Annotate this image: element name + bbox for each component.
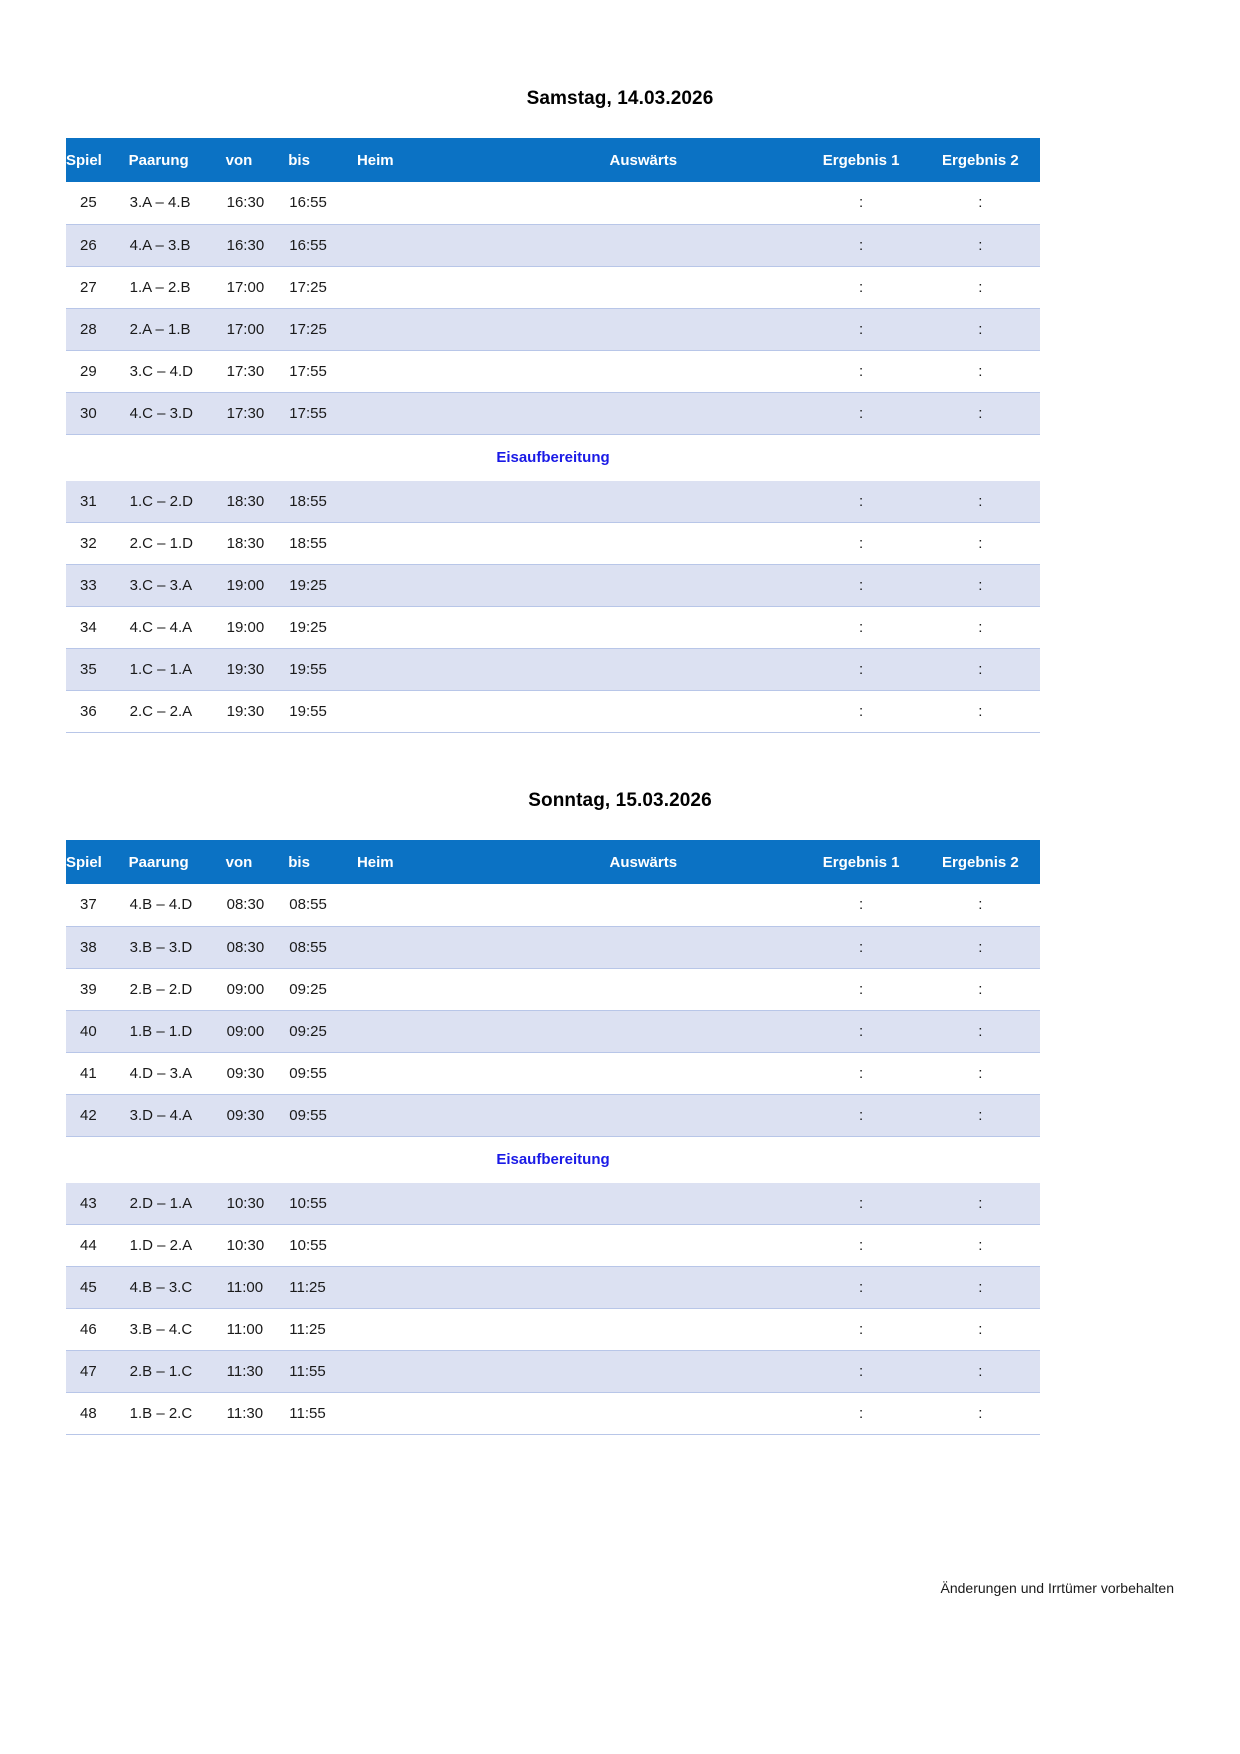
cell-bis: 19:25 bbox=[288, 607, 357, 649]
table-row bbox=[66, 926, 1040, 968]
cell-ergebnis-1[interactable]: : bbox=[802, 224, 921, 266]
cell-paarung: 4.C – 3.D bbox=[129, 392, 226, 434]
cell-bis: 08:55 bbox=[288, 926, 357, 968]
cell-heim bbox=[357, 224, 610, 266]
table-header-row bbox=[66, 138, 1040, 182]
table-row bbox=[66, 1309, 1040, 1351]
cell-heim bbox=[357, 1267, 610, 1309]
cell-ergebnis-2[interactable]: : bbox=[921, 1267, 1040, 1309]
cell-spiel: 26 bbox=[66, 224, 129, 266]
cell-spiel: 34 bbox=[66, 607, 129, 649]
cell-ergebnis-2[interactable]: : bbox=[921, 308, 1040, 350]
cell-auswaerts bbox=[610, 1183, 802, 1225]
cell-ergebnis-1[interactable]: : bbox=[802, 691, 921, 733]
column-header-ergebnis-1: Ergebnis 1 bbox=[802, 138, 921, 182]
cell-ergebnis-1[interactable]: : bbox=[802, 649, 921, 691]
cell-heim bbox=[357, 565, 610, 607]
cell-paarung: 3.B – 3.D bbox=[129, 926, 226, 968]
cell-heim bbox=[357, 968, 610, 1010]
cell-ergebnis-1[interactable]: : bbox=[802, 392, 921, 434]
table-body-sunday bbox=[66, 884, 1040, 1435]
column-header-ergebnis-2: Ergebnis 2 bbox=[921, 840, 1040, 884]
cell-heim bbox=[357, 1309, 610, 1351]
cell-ergebnis-2[interactable]: : bbox=[921, 392, 1040, 434]
cell-paarung: 4.B – 3.C bbox=[129, 1267, 226, 1309]
cell-auswaerts bbox=[610, 691, 802, 733]
cell-heim bbox=[357, 392, 610, 434]
cell-auswaerts bbox=[610, 182, 802, 224]
cell-paarung: 2.C – 2.A bbox=[129, 691, 226, 733]
cell-paarung: 4.A – 3.B bbox=[129, 224, 226, 266]
cell-ergebnis-2[interactable]: : bbox=[921, 1094, 1040, 1136]
cell-auswaerts bbox=[610, 607, 802, 649]
cell-ergebnis-1[interactable]: : bbox=[802, 884, 921, 926]
cell-ergebnis-1[interactable]: : bbox=[802, 523, 921, 565]
cell-ergebnis-1[interactable]: : bbox=[802, 1052, 921, 1094]
resurfacing-break-row bbox=[66, 1136, 1040, 1183]
cell-von: 16:30 bbox=[226, 224, 289, 266]
cell-auswaerts bbox=[610, 523, 802, 565]
cell-paarung: 2.D – 1.A bbox=[129, 1183, 226, 1225]
cell-ergebnis-2[interactable]: : bbox=[921, 1309, 1040, 1351]
cell-ergebnis-1[interactable]: : bbox=[802, 1094, 921, 1136]
cell-von: 11:30 bbox=[226, 1351, 289, 1393]
disclaimer-note: Änderungen und Irrtümer vorbehalten bbox=[940, 1580, 1174, 1596]
cell-heim bbox=[357, 607, 610, 649]
table-row bbox=[66, 481, 1040, 523]
cell-von: 09:30 bbox=[226, 1094, 289, 1136]
cell-bis: 19:55 bbox=[288, 649, 357, 691]
cell-ergebnis-2[interactable]: : bbox=[921, 1225, 1040, 1267]
cell-bis: 18:55 bbox=[288, 481, 357, 523]
cell-paarung: 2.B – 1.C bbox=[129, 1351, 226, 1393]
cell-bis: 11:55 bbox=[288, 1393, 357, 1435]
column-header-paarung: Paarung bbox=[129, 138, 226, 182]
cell-paarung: 4.C – 4.A bbox=[129, 607, 226, 649]
cell-auswaerts bbox=[610, 1393, 802, 1435]
column-header-ergebnis-1: Ergebnis 1 bbox=[802, 840, 921, 884]
cell-heim bbox=[357, 884, 610, 926]
cell-bis: 19:55 bbox=[288, 691, 357, 733]
cell-bis: 19:25 bbox=[288, 565, 357, 607]
cell-ergebnis-1[interactable]: : bbox=[802, 1183, 921, 1225]
cell-paarung: 1.A – 2.B bbox=[129, 266, 226, 308]
table-row bbox=[66, 968, 1040, 1010]
cell-spiel: 43 bbox=[66, 1183, 129, 1225]
cell-bis: 17:25 bbox=[288, 266, 357, 308]
cell-paarung: 3.D – 4.A bbox=[129, 1094, 226, 1136]
cell-auswaerts bbox=[610, 308, 802, 350]
table-row bbox=[66, 691, 1040, 733]
column-header-auswaerts: Auswärts bbox=[610, 138, 802, 182]
cell-von: 19:00 bbox=[226, 565, 289, 607]
column-header-spiel: Spiel bbox=[66, 840, 129, 884]
cell-auswaerts bbox=[610, 884, 802, 926]
table-row bbox=[66, 1393, 1040, 1435]
cell-ergebnis-2[interactable]: : bbox=[921, 182, 1040, 224]
cell-bis: 17:25 bbox=[288, 308, 357, 350]
cell-auswaerts bbox=[610, 350, 802, 392]
cell-von: 11:30 bbox=[226, 1393, 289, 1435]
cell-paarung: 1.C – 2.D bbox=[129, 481, 226, 523]
cell-ergebnis-1[interactable]: : bbox=[802, 266, 921, 308]
cell-bis: 16:55 bbox=[288, 182, 357, 224]
cell-von: 08:30 bbox=[226, 926, 289, 968]
table-body-saturday bbox=[66, 182, 1040, 733]
page-title-saturday: Samstag, 14.03.2026 bbox=[526, 88, 714, 109]
cell-ergebnis-2[interactable]: : bbox=[921, 926, 1040, 968]
cell-von: 17:30 bbox=[226, 392, 289, 434]
cell-ergebnis-1[interactable]: : bbox=[802, 1351, 921, 1393]
column-header-heim: Heim bbox=[357, 138, 610, 182]
cell-auswaerts bbox=[610, 1267, 802, 1309]
cell-von: 16:30 bbox=[226, 182, 289, 224]
cell-paarung: 4.B – 4.D bbox=[129, 884, 226, 926]
cell-ergebnis-2[interactable]: : bbox=[921, 1010, 1040, 1052]
cell-ergebnis-2[interactable]: : bbox=[921, 266, 1040, 308]
cell-paarung: 1.D – 2.A bbox=[129, 1225, 226, 1267]
cell-spiel: 35 bbox=[66, 649, 129, 691]
cell-heim bbox=[357, 481, 610, 523]
cell-ergebnis-2[interactable]: : bbox=[921, 481, 1040, 523]
cell-bis: 11:25 bbox=[288, 1267, 357, 1309]
cell-von: 17:00 bbox=[226, 266, 289, 308]
table-row bbox=[66, 224, 1040, 266]
cell-spiel: 29 bbox=[66, 350, 129, 392]
cell-paarung: 1.B – 1.D bbox=[129, 1010, 226, 1052]
cell-ergebnis-1[interactable]: : bbox=[802, 1225, 921, 1267]
table-row bbox=[66, 308, 1040, 350]
cell-heim bbox=[357, 1094, 610, 1136]
cell-auswaerts bbox=[610, 926, 802, 968]
table-row bbox=[66, 565, 1040, 607]
table-row bbox=[66, 392, 1040, 434]
cell-bis: 09:25 bbox=[288, 968, 357, 1010]
cell-auswaerts bbox=[610, 1309, 802, 1351]
resurfacing-label: Eisaufbereitung bbox=[66, 1136, 1040, 1183]
column-header-paarung: Paarung bbox=[129, 840, 226, 884]
column-header-bis: bis bbox=[288, 138, 357, 182]
cell-spiel: 28 bbox=[66, 308, 129, 350]
cell-ergebnis-1[interactable]: : bbox=[802, 1267, 921, 1309]
cell-bis: 11:25 bbox=[288, 1309, 357, 1351]
cell-auswaerts bbox=[610, 1094, 802, 1136]
cell-bis: 17:55 bbox=[288, 392, 357, 434]
cell-spiel: 42 bbox=[66, 1094, 129, 1136]
table-row bbox=[66, 1010, 1040, 1052]
cell-von: 18:30 bbox=[226, 523, 289, 565]
cell-bis: 08:55 bbox=[288, 884, 357, 926]
cell-bis: 18:55 bbox=[288, 523, 357, 565]
table-row bbox=[66, 1267, 1040, 1309]
cell-paarung: 2.A – 1.B bbox=[129, 308, 226, 350]
cell-bis: 16:55 bbox=[288, 224, 357, 266]
cell-von: 08:30 bbox=[226, 884, 289, 926]
cell-spiel: 48 bbox=[66, 1393, 129, 1435]
cell-spiel: 36 bbox=[66, 691, 129, 733]
cell-von: 09:30 bbox=[226, 1052, 289, 1094]
cell-ergebnis-2[interactable]: : bbox=[921, 1351, 1040, 1393]
cell-heim bbox=[357, 266, 610, 308]
cell-heim bbox=[357, 691, 610, 733]
cell-heim bbox=[357, 1393, 610, 1435]
cell-spiel: 32 bbox=[66, 523, 129, 565]
cell-ergebnis-2[interactable]: : bbox=[921, 224, 1040, 266]
cell-von: 19:30 bbox=[226, 691, 289, 733]
cell-paarung: 1.C – 1.A bbox=[129, 649, 226, 691]
cell-ergebnis-1[interactable]: : bbox=[802, 350, 921, 392]
cell-von: 19:30 bbox=[226, 649, 289, 691]
cell-bis: 09:25 bbox=[288, 1010, 357, 1052]
cell-ergebnis-2[interactable]: : bbox=[921, 884, 1040, 926]
cell-auswaerts bbox=[610, 649, 802, 691]
cell-von: 17:00 bbox=[226, 308, 289, 350]
column-header-bis: bis bbox=[288, 840, 357, 884]
cell-heim bbox=[357, 649, 610, 691]
cell-auswaerts bbox=[610, 968, 802, 1010]
table-row bbox=[66, 182, 1040, 224]
table-row bbox=[66, 884, 1040, 926]
cell-heim bbox=[357, 1052, 610, 1094]
cell-paarung: 2.C – 1.D bbox=[129, 523, 226, 565]
schedule-table-saturday bbox=[66, 138, 1040, 733]
cell-ergebnis-1[interactable]: : bbox=[802, 968, 921, 1010]
table-row bbox=[66, 1094, 1040, 1136]
column-header-auswaerts: Auswärts bbox=[610, 840, 802, 884]
column-header-ergebnis-2: Ergebnis 2 bbox=[921, 138, 1040, 182]
cell-spiel: 39 bbox=[66, 968, 129, 1010]
cell-spiel: 30 bbox=[66, 392, 129, 434]
schedule-table-sunday bbox=[66, 840, 1040, 1435]
cell-ergebnis-1[interactable]: : bbox=[802, 182, 921, 224]
cell-heim bbox=[357, 1351, 610, 1393]
column-header-von: von bbox=[226, 840, 289, 884]
cell-ergebnis-2[interactable]: : bbox=[921, 968, 1040, 1010]
table-row bbox=[66, 649, 1040, 691]
cell-ergebnis-1[interactable]: : bbox=[802, 308, 921, 350]
cell-von: 10:30 bbox=[226, 1183, 289, 1225]
table-row bbox=[66, 350, 1040, 392]
table-row bbox=[66, 266, 1040, 308]
cell-bis: 11:55 bbox=[288, 1351, 357, 1393]
cell-spiel: 47 bbox=[66, 1351, 129, 1393]
table-row bbox=[66, 1351, 1040, 1393]
table-row bbox=[66, 523, 1040, 565]
cell-heim bbox=[357, 182, 610, 224]
page-title-sunday: Sonntag, 15.03.2026 bbox=[528, 790, 712, 811]
cell-paarung: 3.B – 4.C bbox=[129, 1309, 226, 1351]
cell-heim bbox=[357, 926, 610, 968]
cell-spiel: 31 bbox=[66, 481, 129, 523]
cell-von: 18:30 bbox=[226, 481, 289, 523]
cell-von: 10:30 bbox=[226, 1225, 289, 1267]
cell-auswaerts bbox=[610, 1351, 802, 1393]
cell-auswaerts bbox=[610, 1010, 802, 1052]
cell-ergebnis-1[interactable]: : bbox=[802, 1393, 921, 1435]
table-header-row bbox=[66, 840, 1040, 884]
cell-ergebnis-2[interactable]: : bbox=[921, 1052, 1040, 1094]
table-row bbox=[66, 607, 1040, 649]
cell-auswaerts bbox=[610, 1052, 802, 1094]
cell-spiel: 40 bbox=[66, 1010, 129, 1052]
cell-paarung: 3.A – 4.B bbox=[129, 182, 226, 224]
table-header-sunday bbox=[66, 840, 1040, 884]
cell-ergebnis-1[interactable]: : bbox=[802, 1309, 921, 1351]
cell-ergebnis-1[interactable]: : bbox=[802, 926, 921, 968]
cell-von: 09:00 bbox=[226, 968, 289, 1010]
cell-bis: 09:55 bbox=[288, 1094, 357, 1136]
cell-heim bbox=[357, 1183, 610, 1225]
cell-paarung: 2.B – 2.D bbox=[129, 968, 226, 1010]
cell-ergebnis-2[interactable]: : bbox=[921, 1393, 1040, 1435]
cell-ergebnis-1[interactable]: : bbox=[802, 1010, 921, 1052]
cell-spiel: 38 bbox=[66, 926, 129, 968]
cell-ergebnis-2[interactable]: : bbox=[921, 350, 1040, 392]
cell-ergebnis-2[interactable]: : bbox=[921, 1183, 1040, 1225]
cell-spiel: 45 bbox=[66, 1267, 129, 1309]
cell-spiel: 41 bbox=[66, 1052, 129, 1094]
cell-spiel: 25 bbox=[66, 182, 129, 224]
cell-auswaerts bbox=[610, 565, 802, 607]
resurfacing-label: Eisaufbereitung bbox=[66, 434, 1040, 481]
column-header-spiel: Spiel bbox=[66, 138, 129, 182]
cell-ergebnis-2[interactable]: : bbox=[921, 523, 1040, 565]
resurfacing-break-row bbox=[66, 434, 1040, 481]
cell-heim bbox=[357, 308, 610, 350]
cell-ergebnis-2[interactable]: : bbox=[921, 565, 1040, 607]
cell-von: 17:30 bbox=[226, 350, 289, 392]
cell-ergebnis-1[interactable]: : bbox=[802, 565, 921, 607]
cell-bis: 10:55 bbox=[288, 1183, 357, 1225]
cell-spiel: 37 bbox=[66, 884, 129, 926]
cell-auswaerts bbox=[610, 266, 802, 308]
cell-auswaerts bbox=[610, 481, 802, 523]
cell-ergebnis-2[interactable]: : bbox=[921, 691, 1040, 733]
cell-von: 11:00 bbox=[226, 1267, 289, 1309]
column-header-heim: Heim bbox=[357, 840, 610, 884]
cell-spiel: 44 bbox=[66, 1225, 129, 1267]
cell-heim bbox=[357, 350, 610, 392]
cell-auswaerts bbox=[610, 224, 802, 266]
cell-paarung: 3.C – 4.D bbox=[129, 350, 226, 392]
cell-paarung: 4.D – 3.A bbox=[129, 1052, 226, 1094]
cell-paarung: 1.B – 2.C bbox=[129, 1393, 226, 1435]
cell-ergebnis-1[interactable]: : bbox=[802, 481, 921, 523]
cell-bis: 10:55 bbox=[288, 1225, 357, 1267]
table-row bbox=[66, 1052, 1040, 1094]
cell-ergebnis-2[interactable]: : bbox=[921, 649, 1040, 691]
cell-auswaerts bbox=[610, 392, 802, 434]
cell-ergebnis-1[interactable]: : bbox=[802, 607, 921, 649]
cell-von: 09:00 bbox=[226, 1010, 289, 1052]
cell-spiel: 46 bbox=[66, 1309, 129, 1351]
cell-heim bbox=[357, 1225, 610, 1267]
table-row bbox=[66, 1225, 1040, 1267]
cell-von: 11:00 bbox=[226, 1309, 289, 1351]
cell-paarung: 3.C – 3.A bbox=[129, 565, 226, 607]
cell-bis: 09:55 bbox=[288, 1052, 357, 1094]
cell-heim bbox=[357, 1010, 610, 1052]
cell-von: 19:00 bbox=[226, 607, 289, 649]
table-row bbox=[66, 1183, 1040, 1225]
column-header-von: von bbox=[226, 138, 289, 182]
cell-heim bbox=[357, 523, 610, 565]
cell-auswaerts bbox=[610, 1225, 802, 1267]
cell-bis: 17:55 bbox=[288, 350, 357, 392]
cell-ergebnis-2[interactable]: : bbox=[921, 607, 1040, 649]
table-header-saturday bbox=[66, 138, 1040, 182]
cell-spiel: 33 bbox=[66, 565, 129, 607]
cell-spiel: 27 bbox=[66, 266, 129, 308]
